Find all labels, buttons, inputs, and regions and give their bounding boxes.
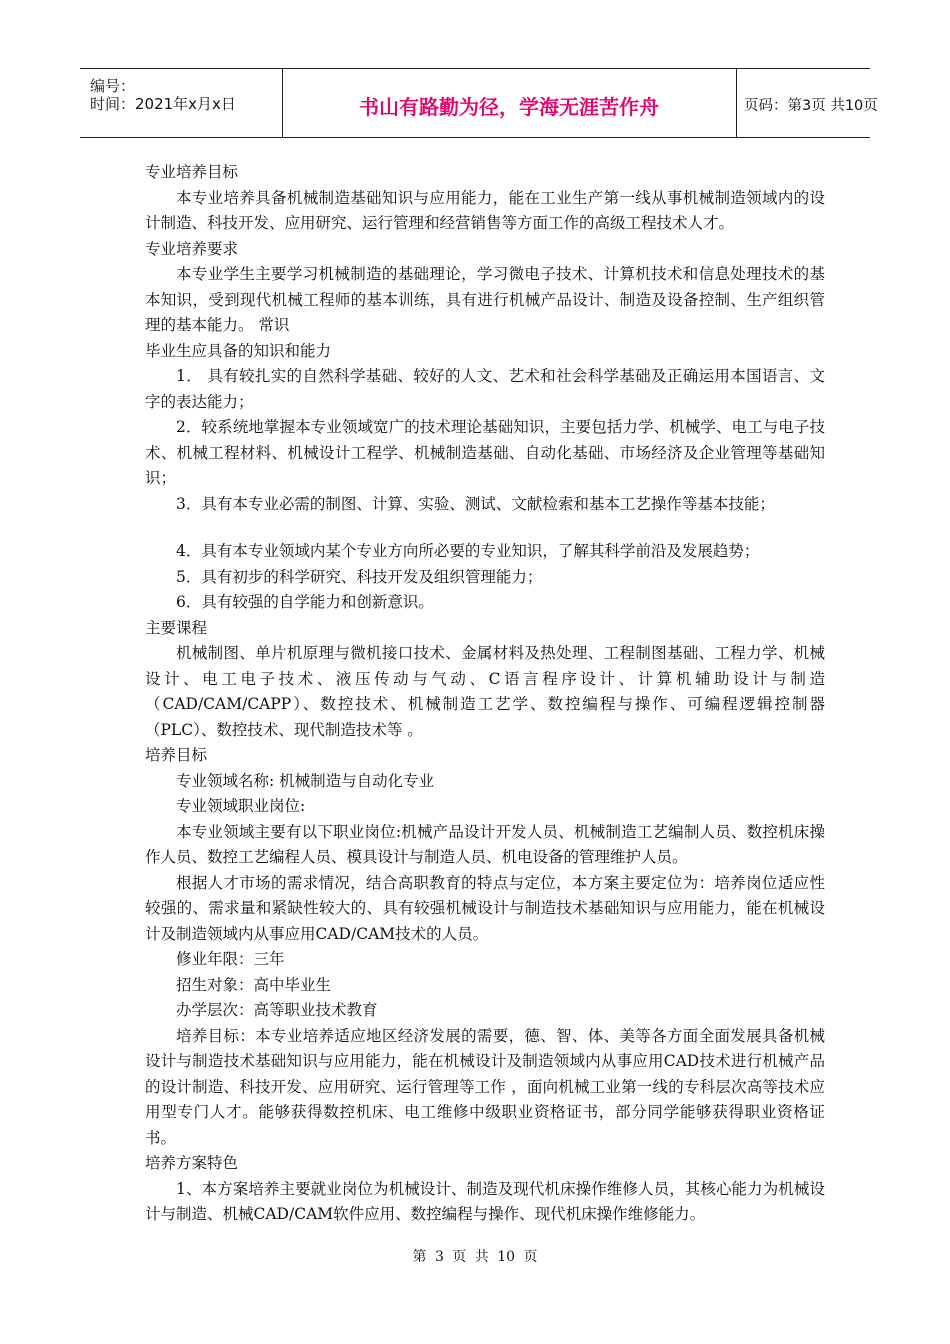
document-body (145, 160, 825, 1228)
spacer (145, 517, 825, 539)
page-footer: 第 3 页 共 10 页 (412, 1249, 538, 1265)
header-motto: 书山有路勤为径，学海无涯苦作舟 (359, 95, 659, 119)
list-item: 5．具有初步的科学研究、科技开发及组织管理能力； (176, 567, 543, 586)
paragraph: 机械制图、单片机原理与微机接口技术、金属材料及热处理、工程制图基础、工程力学、机械设计、电工电子技术、液压传动与气动、C语言程序设计、计算机辅助设计与制造（CAD/CAM/CAPP）、数控技术、机械制造工艺学、数控编程与操作、可编程逻辑控制器（PLC）、数控技术、现代制造技术等 。 (145, 644, 825, 739)
paragraph: 本专业培养具备机械制造基础知识与应用能力，能在工业生产第一线从事机械制造领域内的设计制造、科技开发、应用研究、运行管理和经营销售等方面工作的高级工程技术人才。 (145, 188, 825, 232)
paragraph: 招生对象：高中毕业生 (176, 975, 332, 994)
section-title-objectives: 培养目标 (145, 746, 208, 764)
list-item: 6．具有较强的自学能力和创新意识。 (176, 593, 434, 611)
list-item: 4．具有本专业领域内某个专业方向所必要的专业知识，了解其科学前沿及发展趋势； (176, 542, 760, 560)
paragraph: 专业领域职业岗位: (176, 797, 306, 815)
list-item: 2．较系统地掌握本专业领域宽广的技术理论基础知识，主要包括力学、机械学、电工与电子技术、机械工程材料、机械设计工程学、机械制造基础、自动化基础、市场经济及企业管理等基础知识； (145, 418, 825, 487)
header-motto-cell (282, 69, 737, 137)
paragraph: 修业年限：三年 (176, 950, 285, 968)
section-title-program-features: 培养方案特色 (145, 1154, 239, 1172)
document-time-label: 时间：2021年x月x日 (90, 95, 236, 113)
section-title-graduate-abilities: 毕业生应具备的知识和能力 (145, 341, 332, 360)
section-title-training-requirements: 专业培养要求 (145, 239, 239, 258)
section-title-training-goal: 专业培养目标 (145, 163, 239, 181)
paragraph: 办学层次：高等职业技术教育 (176, 1001, 378, 1019)
document-number-label: 编号： (90, 77, 136, 95)
paragraph: 本专业领域主要有以下职业岗位:机械产品设计开发人员、机械制造工艺编制人员、数控机床操作人员、数控工艺编程人员、模具设计与制造人员、机电设备的管理维护人员。 (145, 822, 825, 866)
paragraph: 1、本方案培养主要就业岗位为机械设计、制造及现代机床操作维修人员，其核心能力为机械设计与制造、机械CAD/CAM软件应用、数控编程与操作、现代机床操作维修能力。 (145, 1179, 825, 1223)
paragraph: 专业领域名称: 机械制造与自动化专业 (176, 771, 435, 790)
header-page-info: 页码：第3页 共10页 (744, 98, 878, 114)
section-title-main-courses: 主要课程 (145, 618, 208, 637)
header-page-cell (736, 69, 878, 137)
page-header (80, 68, 878, 138)
list-item: 1． 具有较扎实的自然科学基础、较好的人文、艺术和社会科学基础及正确运用本国语言、文字的表达能力； (145, 367, 825, 411)
paragraph: 本专业学生主要学习机械制造的基础理论，学习微电子技术、计算机技术和信息处理技术的基本知识，受到现代机械工程师的基本训练，具有进行机械产品设计、制造及设备控制、生产组织管理的基本能力。 常识 (145, 265, 825, 334)
paragraph: 根据人才市场的需求情况，结合高职教育的特点与定位，本方案主要定位为：培养岗位适应性较强的、需求量和紧缺性较大的、具有较强机械设计与制造技术基础知识与应用能力，能在机械设计及制造领域内从事应用CAD/CAM技术的人员。 (145, 873, 825, 943)
paragraph: 培养目标：本专业培养适应地区经济发展的需要，德、智、体、美等各方面全面发展具备机械设计与制造技术基础知识与应用能力，能在机械设计及制造领域内从事应用CAD技术进行机械产品的设计制造、科技开发、应用研究、运行管理等工作 ，面向机械工业第一线的专科层次高等技术应用型专门人才。能够获得数控机床、电工维修中级职业资格证书，部分同学能够获得职业资格证书。 (145, 1026, 825, 1147)
header-left-cell (80, 69, 283, 137)
list-item: 3．具有本专业必需的制图、计算、实验、测试、文献检索和基本工艺操作等基本技能； (176, 494, 775, 513)
